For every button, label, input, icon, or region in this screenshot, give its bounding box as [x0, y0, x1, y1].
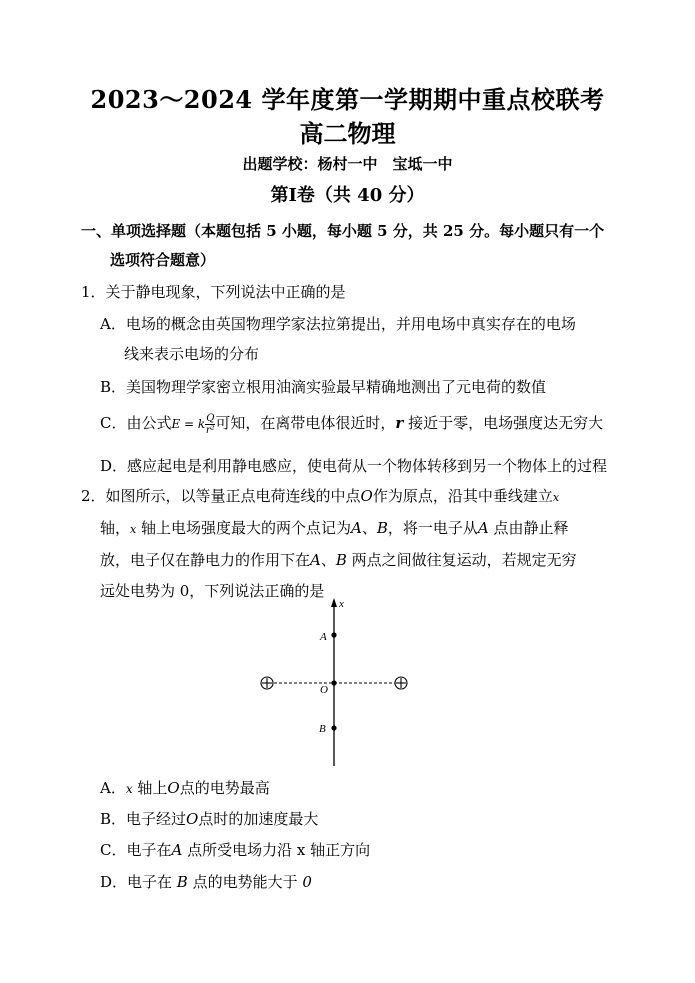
q2-stem-line2 [100, 517, 569, 538]
q1-stem: 1．关于静电现象，下列说法中正确的是 [81, 283, 346, 301]
var-O: O [186, 810, 199, 828]
var-O: O [360, 487, 373, 505]
q2-option-c [100, 839, 370, 860]
var-B: B [335, 551, 347, 569]
exam-title: 2023～2024 学年度第一学期期中重点校联考 [90, 85, 605, 114]
q2-text: 点的电势能大于 [187, 873, 303, 891]
var-A: A [310, 551, 321, 569]
var-B: B [176, 873, 188, 891]
point-A-label: A [320, 631, 327, 643]
q2-option-a [100, 777, 270, 798]
positive-charge-left [261, 677, 273, 689]
q1-option-d: D．感应起电是利用静电感应，使电荷从一个物体转移到另一个物体上的过程 [100, 457, 608, 475]
point-B-dot [331, 725, 336, 730]
q2-text: 点由静止释 [488, 519, 569, 537]
var-A: A [351, 519, 362, 537]
formula-lhs: E = k [171, 417, 206, 431]
formula-numerator: Q [206, 412, 215, 424]
formula-fraction [205, 413, 215, 436]
q2-text: D．电子在 [100, 873, 177, 891]
q2-option-b [100, 808, 318, 829]
formula-denominator: r² [205, 424, 215, 436]
q2-stem-line3 [100, 549, 577, 570]
q2-text: 轴上电场强度最大的两个点记为 [136, 519, 352, 537]
q1-option-c-r: r [395, 414, 404, 432]
x-axis-arrow [331, 598, 337, 607]
section-heading: 一、单项选择题（本题包括 5 小题，每小题 5 分，共 25 分。每小题只有一个 [81, 222, 605, 240]
var-x: x [125, 782, 133, 796]
part-heading: 第Ⅰ卷（共 40 分） [270, 185, 425, 206]
q2-text: C．电子在 [100, 841, 172, 859]
q2-text: 轴上 [132, 779, 168, 797]
q2-text: 点的电势最高 [179, 779, 270, 797]
q2-text: ，将一电子从 [387, 519, 478, 537]
positive-charge-right [395, 677, 407, 689]
q1-option-c-pre: C．由公式 [100, 414, 172, 432]
q2-text: 点时的加速度最大 [198, 810, 319, 828]
zero-value: 0 [302, 873, 312, 891]
q2-text: 点所受电场力沿 x 轴正方向 [182, 841, 371, 859]
q2-text: 轴， [100, 519, 131, 537]
q2-text: 作为原点，沿其中垂线建立 [372, 487, 553, 505]
var-A: A [477, 519, 489, 537]
var-x: x [130, 523, 137, 536]
var-O: O [167, 779, 180, 797]
var-A: A [171, 841, 183, 859]
charge-axis-figure [250, 596, 420, 768]
var-x: x [552, 491, 560, 504]
section-heading-cont: 选项符合题意） [110, 251, 216, 269]
q2-text: 、 [320, 551, 336, 569]
point-O-dot [331, 680, 336, 685]
q2-text: B．电子经过 [100, 810, 187, 828]
exam-subject: 高二物理 [299, 119, 396, 148]
q2-stem-line4: 远处电势为 0，下列说法正确的是 [100, 582, 325, 600]
exam-schools: 出题学校：杨村一中 宝坻一中 [242, 155, 453, 173]
q1-option-c-mid: 可知，在离带电体很近时， [215, 414, 396, 432]
q2-text: 放，电子仅在静电力的作用下在 [100, 551, 311, 569]
q1-option-c-post: 接近于零，电场强度达无穷大 [403, 414, 604, 432]
point-A-dot [331, 632, 336, 637]
x-axis-label: x [339, 598, 344, 610]
q2-stem-line1 [81, 485, 559, 506]
point-B-label: B [319, 723, 326, 735]
q1-option-c [100, 412, 603, 436]
point-O-label: O [320, 684, 328, 696]
q2-text: 、 [361, 519, 377, 537]
q1-option-a-cont: 线来表示电场的分布 [124, 345, 260, 363]
q2-option-d [100, 871, 312, 892]
q2-text: 两点之间做往复运动，若规定无穷 [346, 551, 577, 569]
var-B: B [376, 519, 388, 537]
q2-text: 2．如图所示，以等量正点电荷连线的中点 [81, 487, 361, 505]
q1-option-a: A．电场的概念由英国物理学家法拉第提出，并用电场中真实存在的电场 [100, 315, 576, 333]
q2-text: A． [100, 779, 126, 797]
q1-option-b: B．美国物理学家密立根用油滴实验最早精确地测出了元电荷的数值 [100, 378, 547, 396]
